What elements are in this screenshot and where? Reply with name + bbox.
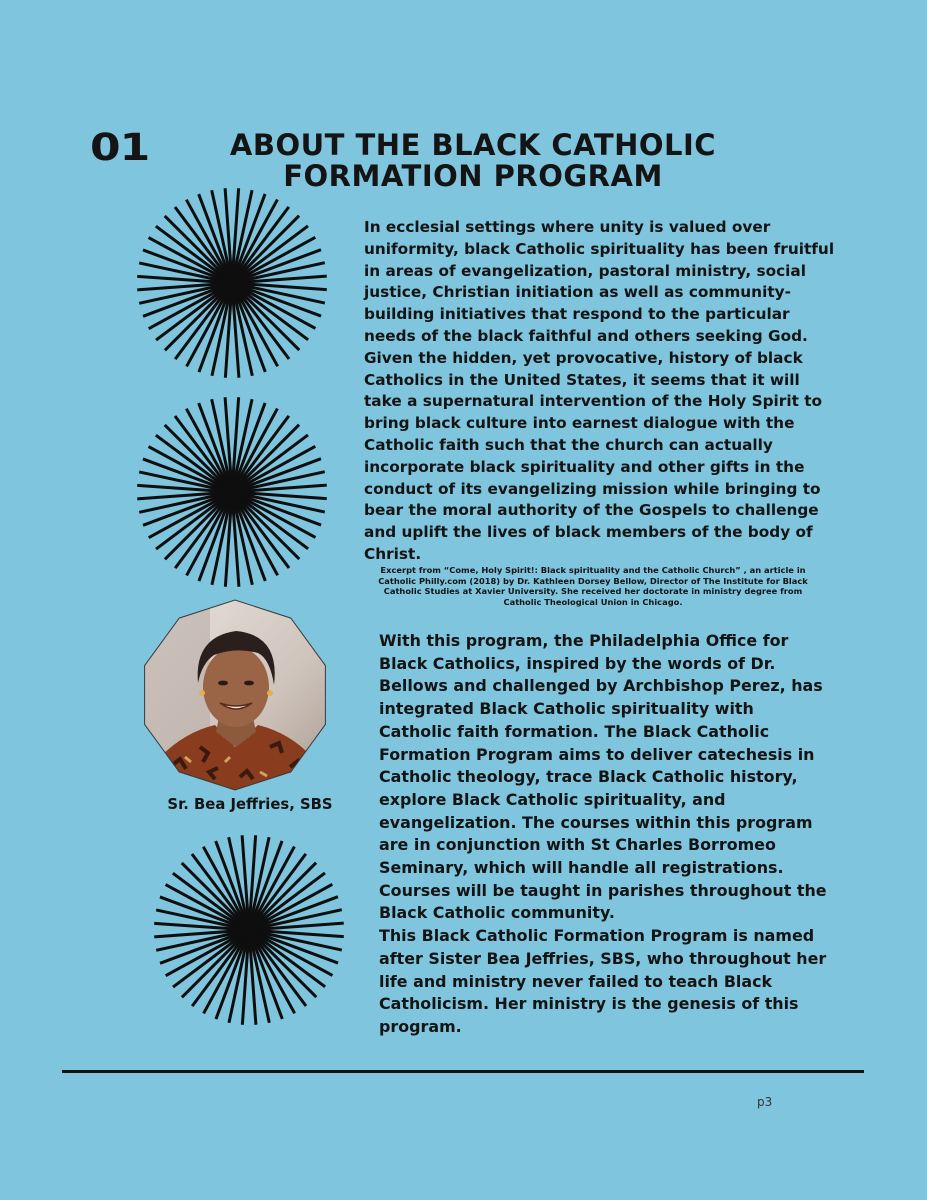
intro-line: Christ. <box>364 544 422 563</box>
section-number: 01 <box>90 126 150 170</box>
program-line: With this program, the Philadelphia Office for <box>379 631 789 650</box>
excerpt-line: Excerpt from “Come, Holy Spirit!: Black spirituality and the Catholic Church” , an article in <box>380 565 806 575</box>
intro-line: justice, Christian initiation as well as community- <box>364 283 791 302</box>
intro-line: needs of the black faithful and others seeking God. <box>364 326 808 345</box>
excerpt-line: Catholic Studies at Xavier University. She received her doctorate in ministry degree from <box>383 586 803 597</box>
intro-line: Given the hidden, yet provocative, history of black <box>364 348 803 367</box>
program-line: Black Catholics, inspired by the words of Dr. <box>379 653 776 673</box>
program-line: Catholic theology, trace Black Catholic history, <box>379 767 798 787</box>
page-number: p3 <box>757 1095 773 1109</box>
photo-caption: Sr. Bea Jeffries, SBS <box>167 796 333 813</box>
excerpt-citation <box>343 565 843 608</box>
program-line: Catholicism. Her ministry is the genesis of this <box>379 994 799 1014</box>
intro-line: In ecclesial settings where unity is valued over <box>364 218 771 236</box>
program-line: Catholic faith formation. The Black Catholic <box>379 721 770 741</box>
program-line: Black Catholic community. <box>379 903 615 923</box>
program-line: after Sister Bea Jeffries, SBS, who throughout her <box>379 948 827 968</box>
program-line: life and ministry never failed to teach Black <box>379 971 773 991</box>
program-line: integrated Black Catholic spirituality with <box>379 699 754 719</box>
program-line: Bellows and challenged by Archbishop Perez, has <box>379 676 823 696</box>
program-line: are in conjunction with St Charles Borromeo <box>379 835 776 855</box>
starburst-icon <box>133 185 331 381</box>
page-title <box>188 130 758 192</box>
intro-line: Catholics in the United States, it seems that it will <box>364 370 800 389</box>
program-line: This Black Catholic Formation Program is named <box>379 926 815 946</box>
program-line: Seminary, which will handle all registrations. <box>379 858 784 878</box>
title-line: FORMATION PROGRAM <box>283 159 663 193</box>
divider-rule <box>62 1070 864 1073</box>
intro-line: incorporate black spirituality and other gifts in the <box>364 457 805 476</box>
intro-line: uniformity, black Catholic spirituality has been fruitful <box>364 239 835 258</box>
portrait-photo <box>140 597 330 793</box>
program-line: explore Black Catholic spirituality, and <box>379 789 726 809</box>
starburst-icon <box>150 832 348 1028</box>
title-line: ABOUT THE BLACK CATHOLIC <box>229 128 717 162</box>
program-line: Courses will be taught in parishes throughout the <box>379 880 827 900</box>
intro-line: bear the moral authority of the Gospels to challenge <box>364 501 819 520</box>
intro-line: in areas of evangelization, pastoral ministry, social <box>364 261 806 280</box>
intro-line: bring black culture into earnest dialogue with the <box>364 414 795 433</box>
program-line: Formation Program aims to deliver catechesis in <box>379 744 815 764</box>
excerpt-line: Catholic Philly.com (2018) by Dr. Kathleen Dorsey Bellow, Director of The Institute for Black <box>378 575 808 586</box>
intro-line: conduct of its evangelizing mission while bringing to <box>364 479 821 498</box>
starburst-icon <box>133 394 331 590</box>
intro-line: Catholic faith such that the church can actually <box>364 435 773 454</box>
excerpt-line: Catholic Theological Union in Chicago. <box>503 597 683 608</box>
program-line: program. <box>379 1016 462 1036</box>
program-line: evangelization. The courses within this program <box>379 812 813 832</box>
intro-line: and uplift the lives of black members of the body of <box>364 523 813 542</box>
intro-line: building initiatives that respond to the particular <box>364 305 790 324</box>
intro-line: take a supernatural intervention of the Holy Spirit to <box>364 392 823 411</box>
intro-paragraph <box>364 217 844 566</box>
program-paragraph <box>379 630 849 1039</box>
